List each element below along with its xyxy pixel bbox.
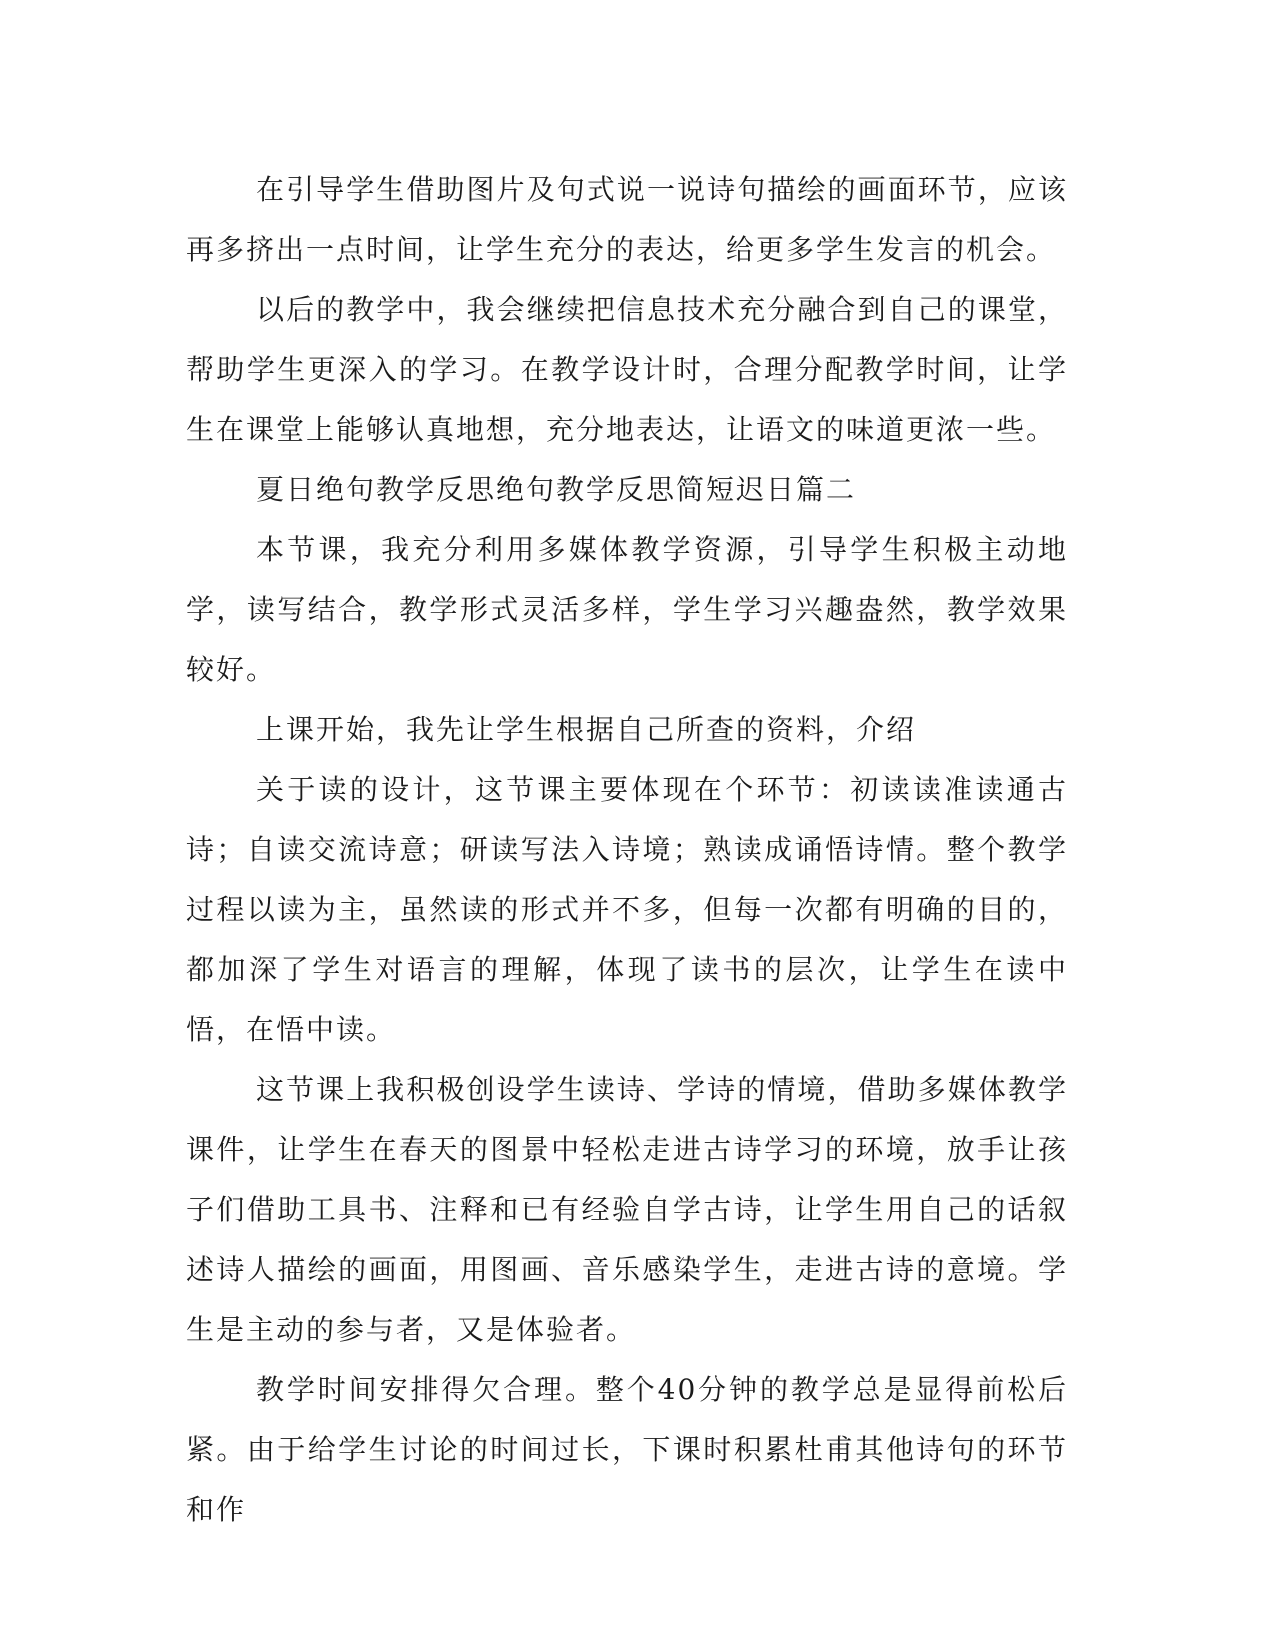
paragraph-6: 这节课上我积极创设学生读诗、学诗的情境，借助多媒体教学课件，让学生在春天的图景中轻松走进古诗学习的环境，放手让孩子们借助工具书、注释和已有经验自学古诗，让学生用自己的话叙述诗人描绘的画面，用图画、音乐感染学生，走进古诗的意境。学生是主动的参与者，又是体验者。 [186,1073,1068,1346]
paragraph-2: 以后的教学中，我会继续把信息技术充分融合到自己的课堂，帮助学生更深入的学习。在教学设计时，合理分配教学时间，让学生在课堂上能够认真地想，充分地表达，让语文的味道更浓一些。 [186,293,1068,446]
paragraph-3: 本节课，我充分利用多媒体教学资源，引导学生积极主动地学，读写结合，教学形式灵活多样，学生学习兴趣盎然，教学效果较好。 [186,533,1068,686]
paragraph-1: 在引导学生借助图片及句式说一说诗句描绘的画面环节，应该再多挤出一点时间，让学生充分的表达，给更多学生发言的机会。 [186,173,1068,266]
paragraph-4: 上课开始，我先让学生根据自己所查的资料，介绍 [256,713,917,746]
body-text [186,160,1068,1540]
paragraph-5: 关于读的设计，这节课主要体现在个环节：初读读准读通古诗；自读交流诗意；研读写法入诗境；熟读成诵悟诗情。整个教学过程以读为主，虽然读的形式并不多，但每一次都有明确的目的，都加深了学生对语言的理解，体现了读书的层次，让学生在读中悟，在悟中读。 [186,773,1068,1046]
paragraph-7: 教学时间安排得欠合理。整个40分钟的教学总是显得前松后紧。由于给学生讨论的时间过长，下课时积累杜甫其他诗句的环节和作 [186,1373,1068,1526]
section-heading: 夏日绝句教学反思绝句教学反思简短迟日篇二 [256,473,857,506]
